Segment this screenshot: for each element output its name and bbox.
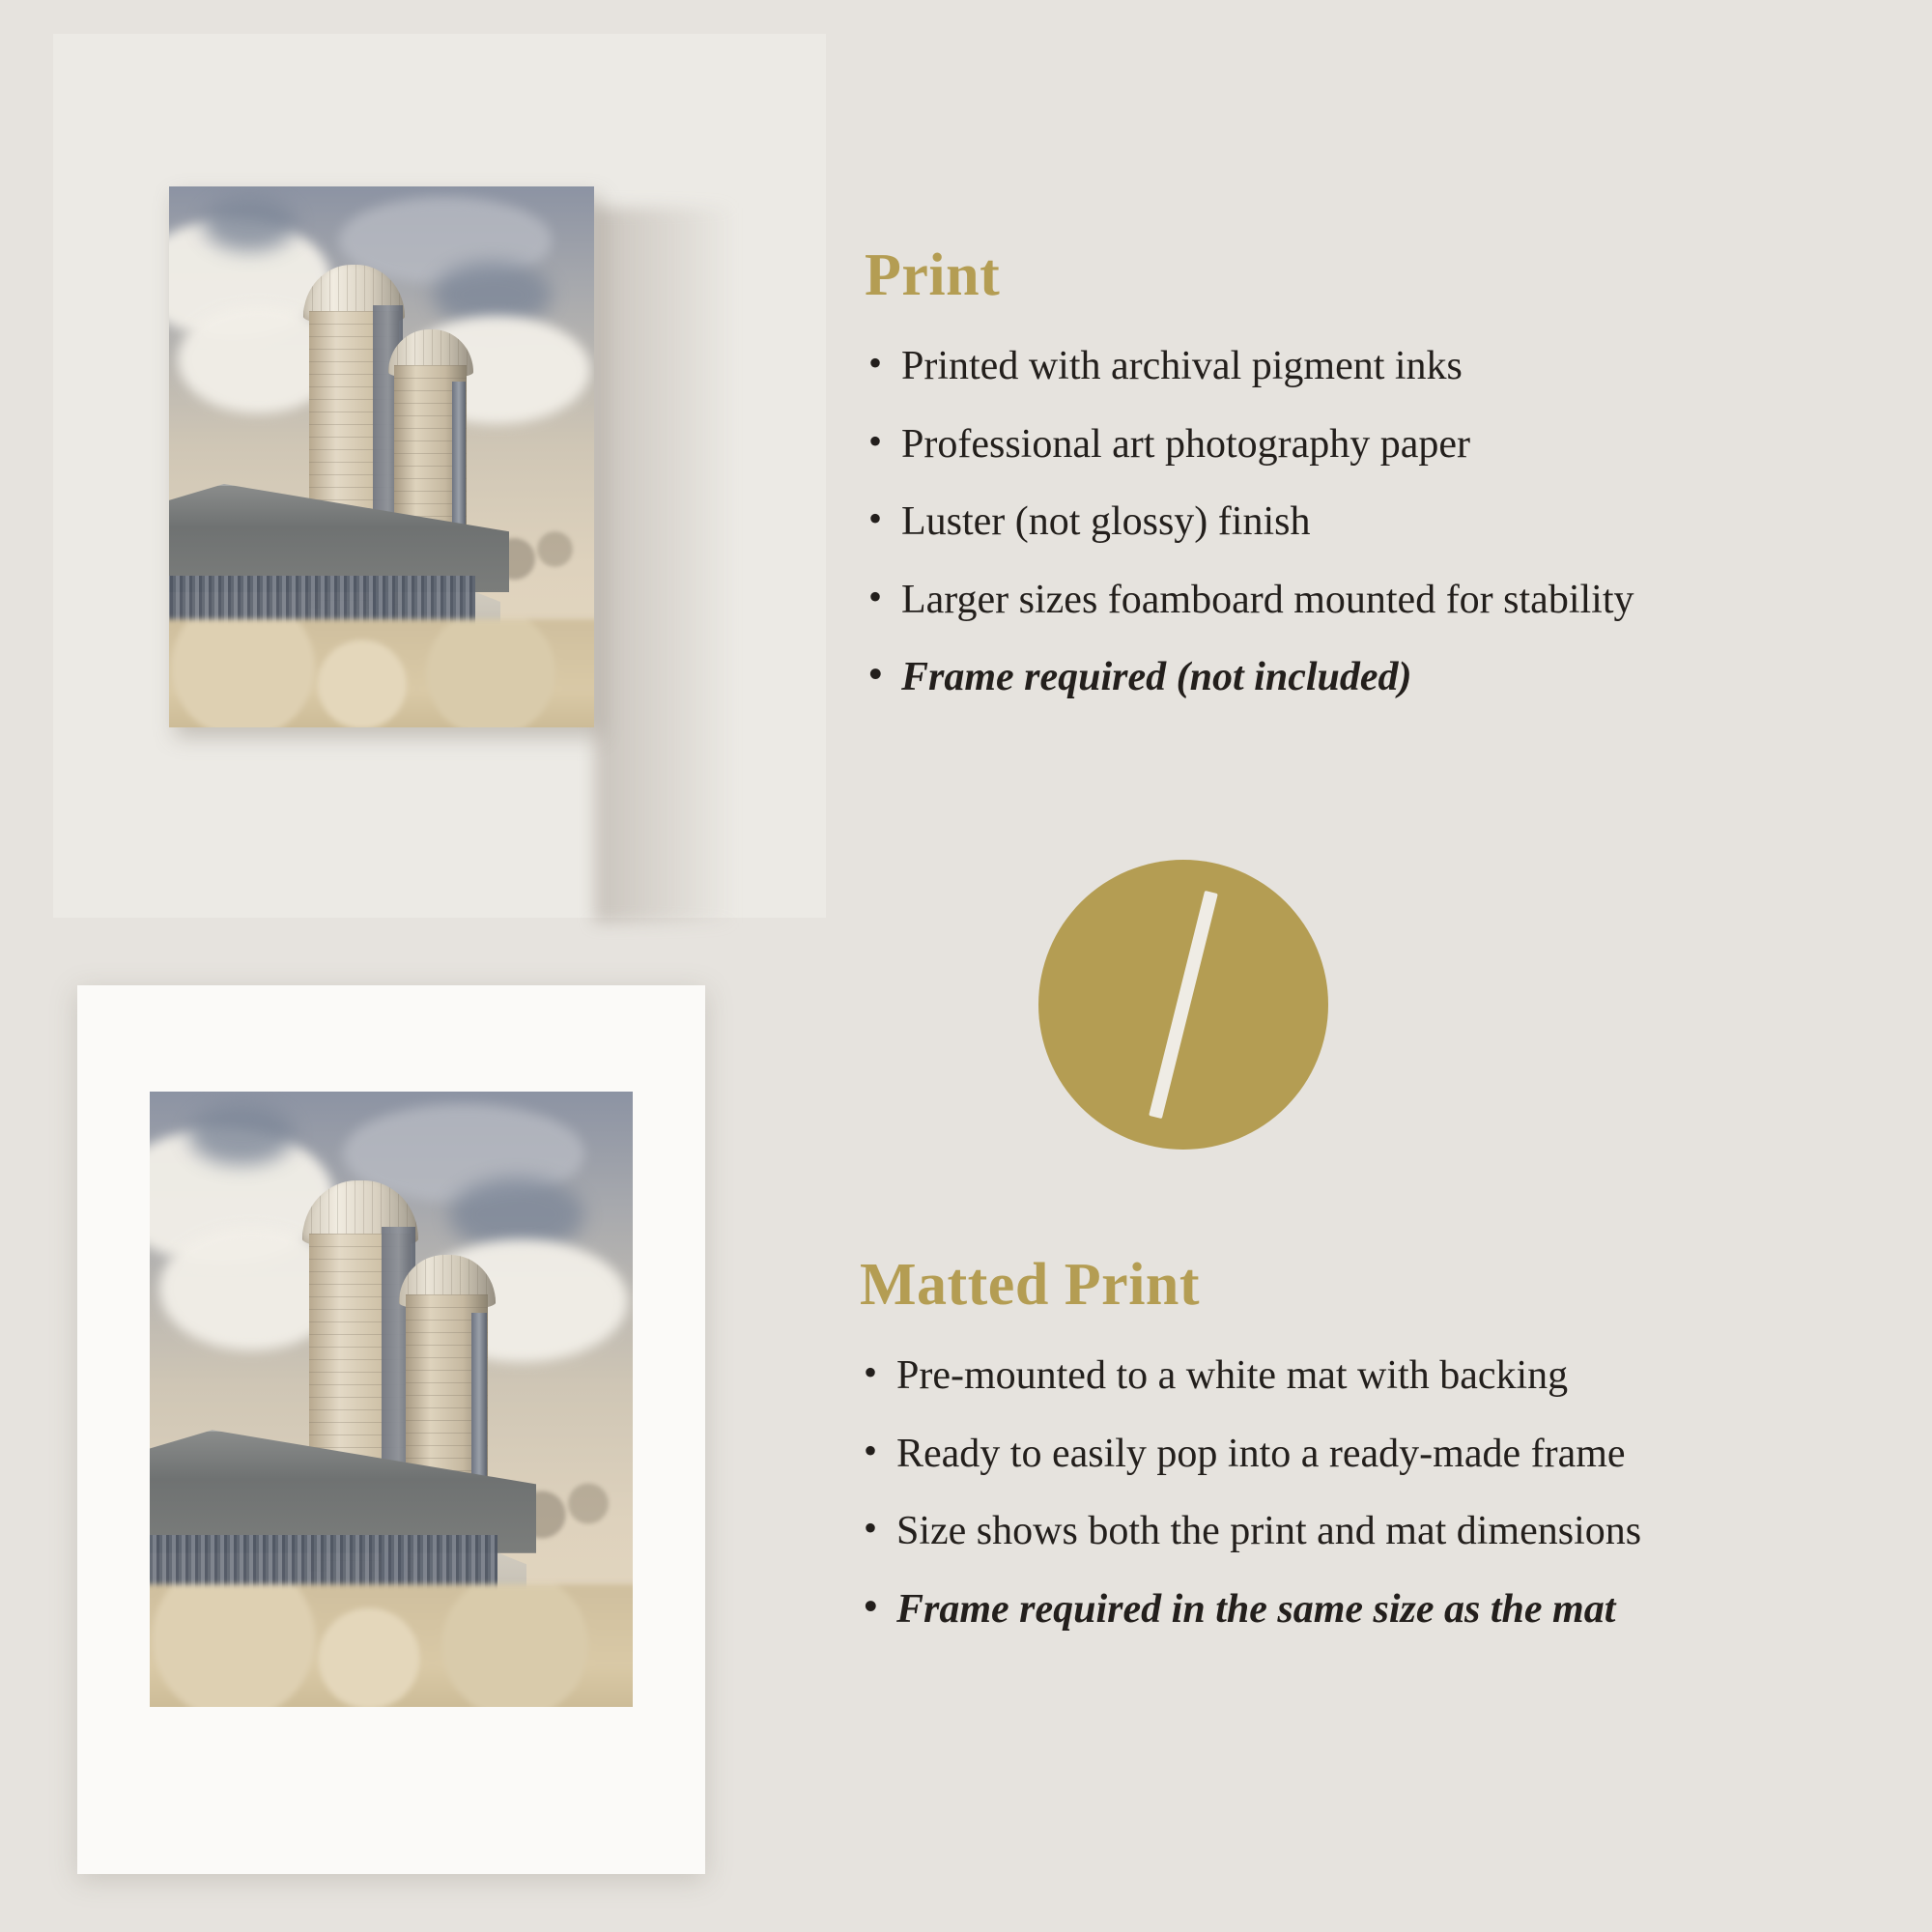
list-item: • Luster (not glossy) finish [865,500,1908,544]
barn-silo-artwork [169,186,594,727]
matted-bullet-list [860,1354,1913,1631]
list-item: • Ready to easily pop into a ready-made frame [860,1433,1913,1476]
print-section-title: Print [865,242,1001,308]
slash-icon [1149,891,1218,1119]
list-item: • Size shows both the print and mat dimensions [860,1510,1913,1553]
list-item: • Professional art photography paper [865,423,1908,467]
details-column [850,0,1932,1932]
matted-print-section [860,1251,1913,1631]
list-item: • Larger sizes foamboard mounted for stability [865,579,1908,622]
foreground-field [169,619,594,727]
matted-print-image [150,1092,633,1707]
print-wall-shadow [594,208,729,923]
print-bullet-list [865,345,1908,699]
print-photo-scene [53,34,826,918]
list-item: • Frame required in the same size as the mat [860,1588,1913,1632]
matted-section-title: Matted Print [860,1252,1201,1318]
artwork-column [0,0,831,1932]
list-item: • Pre-mounted to a white mat with backing [860,1354,1913,1398]
print-section [865,242,1908,699]
matted-print-scene [77,985,705,1874]
list-item: • Frame required (not included) [865,656,1908,699]
barn-silo-artwork-matted [150,1092,633,1707]
divider-badge [1038,860,1328,1150]
list-item: • Printed with archival pigment inks [865,345,1908,388]
unframed-print-image [169,186,594,727]
